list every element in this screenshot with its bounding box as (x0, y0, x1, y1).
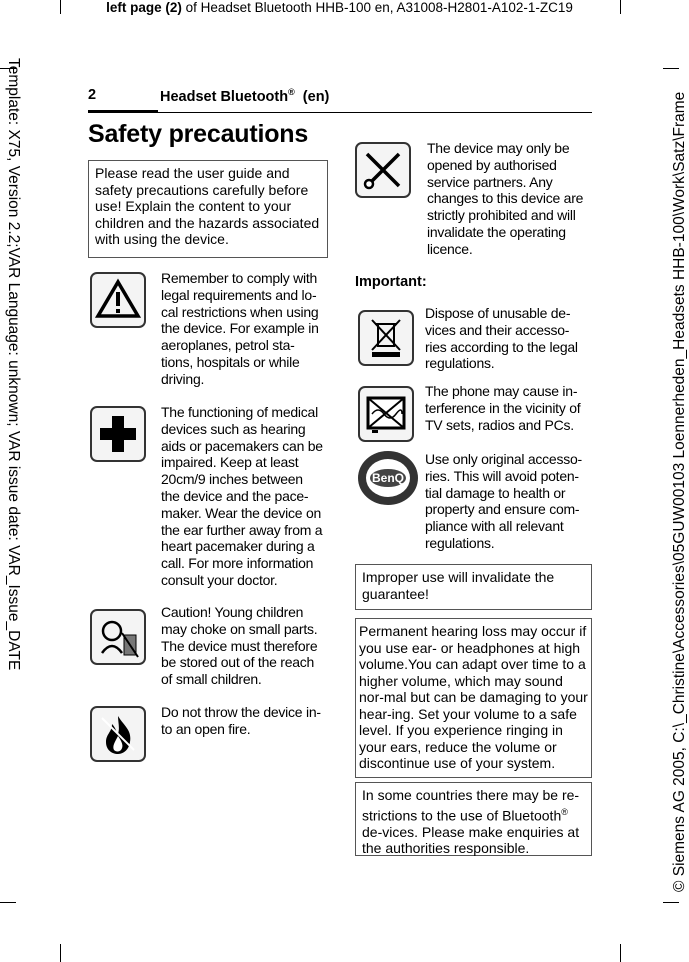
template-info-vertical (4, 58, 28, 898)
warning-triangle-icon (90, 272, 146, 328)
bluetooth-registered-mark: ® (561, 806, 568, 817)
page-number: 2 (88, 87, 97, 103)
small-parts-text: Caution! Young children may choke on small parts. The device must therefore be stored out of the reach of small children. (161, 604, 318, 688)
file-info-line (0, 0, 679, 15)
running-header-title (160, 87, 329, 105)
bluetooth-restriction-box (355, 782, 592, 856)
hearing-loss-box: Permanent hearing loss may occur if you use ear- or headphones at high volume.You can adapt over time to a higher volume, which may sound nor-mal but can be damaging to your hear-ing. Set your volume to a safe level. If you experience ringing in your ears, reduce the volume or discontinue use of your system. (355, 618, 592, 778)
bluetooth-text-b: de-vices. Please make enquiries at the authorities responsible. (362, 823, 580, 857)
template-info-text: Template: X75, Version 2.2;VAR Language: unknown; VAR issue date: VAR_Issue_DATE (5, 58, 22, 671)
child-choking-icon (90, 609, 146, 665)
copyright-path-vertical (651, 60, 688, 900)
guarantee-box: Improper use will invalidate the guarantee! (355, 564, 592, 610)
page-side-label: left page (2) (106, 0, 182, 15)
tv-interference-icon (358, 386, 414, 442)
no-fire-icon (90, 706, 146, 762)
bluetooth-text-a: In some countries there may be re-strictions to the use of Bluetooth (362, 787, 580, 824)
intro-box: Please read the user guide and safety precautions carefully before use! Explain the content to your children and the hazards associated with using the device. (88, 160, 328, 258)
header-thin-rule (158, 112, 592, 113)
crop-mark (0, 902, 16, 903)
service-text: The device may only be opened by authorised service partners. Any changes to this device are strictly prohibited and will invalidate the operating licence. (427, 140, 584, 257)
benq-logo-icon (357, 450, 419, 506)
file-info-text: of Headset Bluetooth HHB-100 en, A31008-H2801-A102-1-ZC19 (181, 0, 573, 15)
fire-text: Do not throw the device in-to an open fire. (161, 704, 321, 737)
medical-text: The functioning of medical devices such as hearing aids or pacemakers can be impaired. Keep at least 20cm/9 inches between the device and the pace-maker. Wear the device on the ear further away from a heart pacemaker during a call. For more information consult your doctor. (161, 404, 323, 588)
crop-mark (60, 944, 61, 962)
medical-cross-icon (90, 406, 146, 462)
registered-mark: ® (288, 87, 295, 97)
crop-mark (620, 944, 621, 962)
original-accessories-text: Use only original accesso-ries. This will avoid poten-tial damage to health or property and ensure com-pliance with all relevant regulations. (425, 451, 582, 551)
copyright-path-text: © Siemens AG 2005, C:\_Christine\Accessories\05GUW00103 Loennerheden_Headsets HHB-100\Work\Satz\Frame (671, 91, 688, 892)
header-lang: (en) (302, 88, 330, 105)
crop-mark (663, 902, 679, 903)
benq-logo-text: BenQ (371, 471, 404, 485)
important-label: Important: (355, 274, 427, 290)
header-thick-rule (88, 110, 158, 113)
header-title-text: Headset Bluetooth (160, 88, 289, 105)
warning-text: Remember to comply with legal requirements and lo-cal restrictions when using the device. For example in aeroplanes, petrol sta-tions, hospitals or while driving. (161, 270, 319, 387)
crossed-bin-icon (358, 310, 414, 366)
disposal-text: Dispose of unusable de-vices and their accesso-ries according to the legal regulations. (425, 305, 578, 372)
no-tools-icon (355, 142, 411, 198)
section-title: Safety precautions (88, 120, 309, 148)
interference-text: The phone may cause in-terference in the vicinity of TV sets, radios and PCs. (425, 383, 581, 433)
